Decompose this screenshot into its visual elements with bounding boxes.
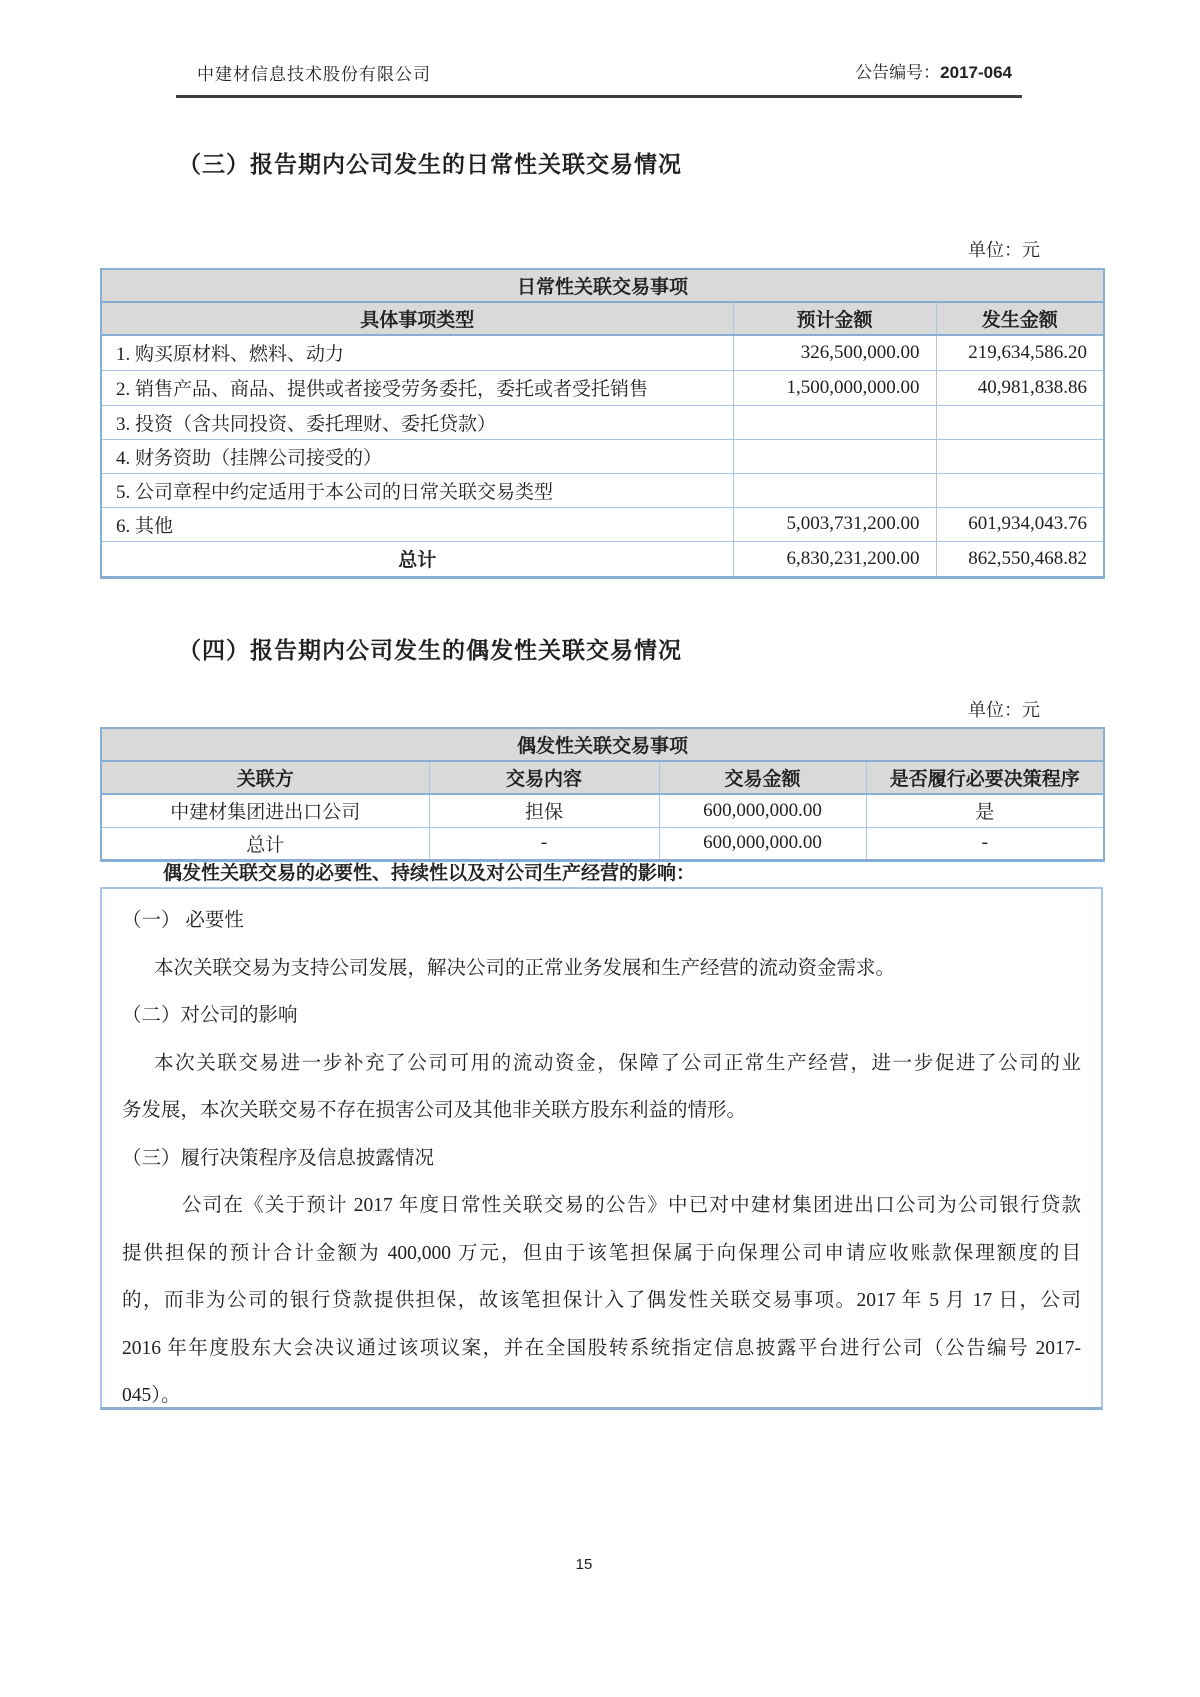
total-actual: 862,550,468.82 [936, 541, 1104, 577]
row-expected [733, 405, 936, 439]
table-row [101, 473, 1104, 507]
box-line: 045）。 [122, 1385, 181, 1406]
incidental-transactions-table [100, 727, 1105, 862]
row-amount: 600,000,000.00 [659, 794, 866, 827]
total-expected: 6,830,231,200.00 [733, 541, 936, 577]
page-number: 15 [575, 1556, 593, 1573]
total-procedure: - [866, 827, 1104, 860]
incidental-unit-label: 单位：元 [968, 700, 1040, 720]
row-expected: 1,500,000,000.00 [733, 370, 936, 405]
row-content: 担保 [429, 794, 659, 827]
notice-label: 公告编号： [855, 63, 941, 82]
col-header-content: 交易内容 [429, 761, 659, 794]
total-content: - [429, 827, 659, 860]
row-actual: 601,934,043.76 [936, 507, 1104, 541]
box-line: 务发展，本次关联交易不存在损害公司及其他非关联方股东利益的情形。 [122, 1100, 747, 1121]
row-procedure: 是 [866, 794, 1104, 827]
row-expected: 5,003,731,200.00 [733, 507, 936, 541]
col-header-item-type: 具体事项类型 [101, 302, 733, 335]
box-line: 本次关联交易进一步补充了公司可用的流动资金，保障了公司正常生产经营，进一步促进了公司的业 [154, 1052, 1081, 1074]
col-header-procedure: 是否履行必要决策程序 [866, 761, 1104, 794]
box-line: 2016 年年度股东大会决议通过该项议案，并在全国股转系统指定信息披露平台进行公司（公告编号 2017- [122, 1337, 1081, 1359]
table-row [101, 507, 1104, 541]
table-row [101, 794, 1104, 827]
header-rule [176, 95, 1022, 98]
table-row [101, 370, 1104, 405]
row-item: 6. 其他 [101, 507, 733, 541]
box-line: 提供担保的预计合计金额为 400,000 万元，但由于该笔担保属于向保理公司申请应收账款保理额度的目 [122, 1242, 1081, 1264]
header-notice-number [855, 58, 1012, 83]
row-item: 4. 财务资助（挂牌公司接受的） [101, 439, 733, 473]
section-incidental-title: （四）报告期内公司发生的偶发性关联交易情况 [178, 637, 682, 663]
row-expected: 326,500,000.00 [733, 335, 936, 370]
table-row [101, 439, 1104, 473]
row-item: 2. 销售产品、商品、提供或者接受劳务委托，委托或者受托销售 [101, 370, 733, 405]
col-header-actual: 发生金额 [936, 302, 1104, 335]
box-line: 的，而非为公司的银行贷款提供担保，故该笔担保计入了偶发性关联交易事项。2017 年 5 月 17 日，公司 [122, 1290, 1081, 1311]
table-row [101, 335, 1104, 370]
section-daily-title: （三）报告期内公司发生的日常性关联交易情况 [178, 151, 682, 177]
total-label: 总计 [101, 827, 429, 860]
box-line: （一） 必要性 [122, 910, 244, 931]
col-header-party: 关联方 [101, 761, 429, 794]
row-actual: 219,634,586.20 [936, 335, 1104, 370]
table-total-row [101, 541, 1104, 577]
col-header-expected: 预计金额 [733, 302, 936, 335]
row-expected [733, 473, 936, 507]
row-actual [936, 473, 1104, 507]
row-expected [733, 439, 936, 473]
daily-unit-label: 单位：元 [968, 240, 1040, 260]
impact-text-box [100, 887, 1103, 1410]
impact-heading: 偶发性关联交易的必要性、持续性以及对公司生产经营的影响： [163, 863, 696, 884]
total-amount: 600,000,000.00 [659, 827, 866, 860]
row-actual [936, 405, 1104, 439]
row-item: 3. 投资（含共同投资、委托理财、委托贷款） [101, 405, 733, 439]
table-group-header-row [101, 269, 1104, 302]
row-actual [936, 439, 1104, 473]
table-group-header-row [101, 728, 1104, 761]
daily-transactions-table [100, 268, 1105, 579]
box-line: （三）履行决策程序及信息披露情况 [122, 1147, 435, 1169]
row-actual: 40,981,838.86 [936, 370, 1104, 405]
table-column-header-row [101, 302, 1104, 335]
incidental-table-group-header: 偶发性关联交易事项 [101, 728, 1104, 761]
table-row [101, 405, 1104, 439]
col-header-amount: 交易金额 [659, 761, 866, 794]
header-company-name: 中建材信息技术股份有限公司 [197, 65, 431, 84]
notice-value: 2017-064 [940, 63, 1012, 82]
daily-table-group-header: 日常性关联交易事项 [101, 269, 1104, 302]
table-total-row [101, 827, 1104, 860]
box-line: 公司在《关于预计 2017 年度日常性关联交易的公告》中已对中建材集团进出口公司为公司银行贷款 [182, 1195, 1081, 1216]
row-item: 5. 公司章程中约定适用于本公司的日常关联交易类型 [101, 473, 733, 507]
row-party: 中建材集团进出口公司 [101, 794, 429, 827]
box-line: 本次关联交易为支持公司发展，解决公司的正常业务发展和生产经营的流动资金需求。 [154, 957, 896, 979]
box-line: （二）对公司的影响 [122, 1005, 298, 1026]
table-column-header-row [101, 761, 1104, 794]
total-label: 总计 [101, 541, 733, 577]
row-item: 1. 购买原材料、燃料、动力 [101, 335, 733, 370]
